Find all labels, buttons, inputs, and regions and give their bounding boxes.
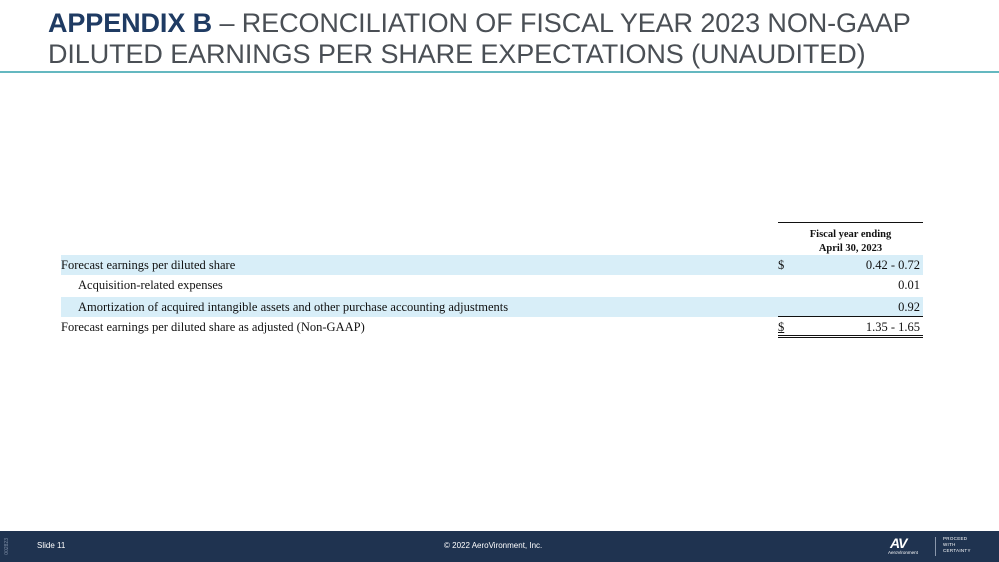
row-label: Forecast earnings per diluted share as adjusted (Non-GAAP): [61, 320, 365, 334]
subtotal-rule: [778, 297, 923, 317]
tagline-line3: CERTAINTY: [943, 548, 971, 553]
title-divider: [0, 71, 999, 73]
row-value: 0.92: [898, 300, 920, 314]
row-value: 0.42 - 0.72: [865, 258, 920, 272]
column-header: [778, 222, 923, 257]
footer-code: 002823: [4, 538, 10, 555]
company-logo: [888, 535, 936, 557]
row-label: Amortization of acquired intangible assets and other purchase accounting adjustments: [78, 300, 509, 314]
row-label: Forecast earnings per diluted share: [61, 258, 236, 272]
logo-brand: AeroVironment: [888, 550, 918, 555]
table-row: [61, 275, 923, 295]
logo-divider: [935, 537, 936, 556]
column-header-line1: Fiscal year ending: [809, 229, 892, 240]
page-title-bold: APPENDIX B: [48, 8, 213, 38]
footer-bar: [0, 531, 999, 562]
row-label: Acquisition-related expenses: [78, 278, 223, 292]
logo-mark: AV: [890, 535, 907, 551]
total-rule: [778, 317, 923, 338]
row-value: 1.35 - 1.65: [865, 320, 920, 334]
row-currency: $: [778, 258, 785, 272]
tagline-line2: WITH: [943, 542, 956, 547]
slide-number: Slide 11: [37, 541, 66, 550]
tagline-line1: PROCEED: [943, 536, 968, 541]
copyright-text: © 2022 AeroVironment, Inc.: [444, 541, 543, 550]
page-title: [48, 8, 978, 70]
table-row: [61, 255, 923, 275]
row-currency: $: [778, 320, 785, 334]
column-header-line2: April 30, 2023: [778, 242, 923, 257]
tagline: [943, 536, 971, 554]
page-title-rest: – RECONCILIATION OF FISCAL YEAR 2023 NON-GAAP DILUTED EARNINGS PER SHARE EXPECTATIONS (UNAUDITED): [48, 8, 911, 69]
row-value: 0.01: [898, 278, 920, 292]
